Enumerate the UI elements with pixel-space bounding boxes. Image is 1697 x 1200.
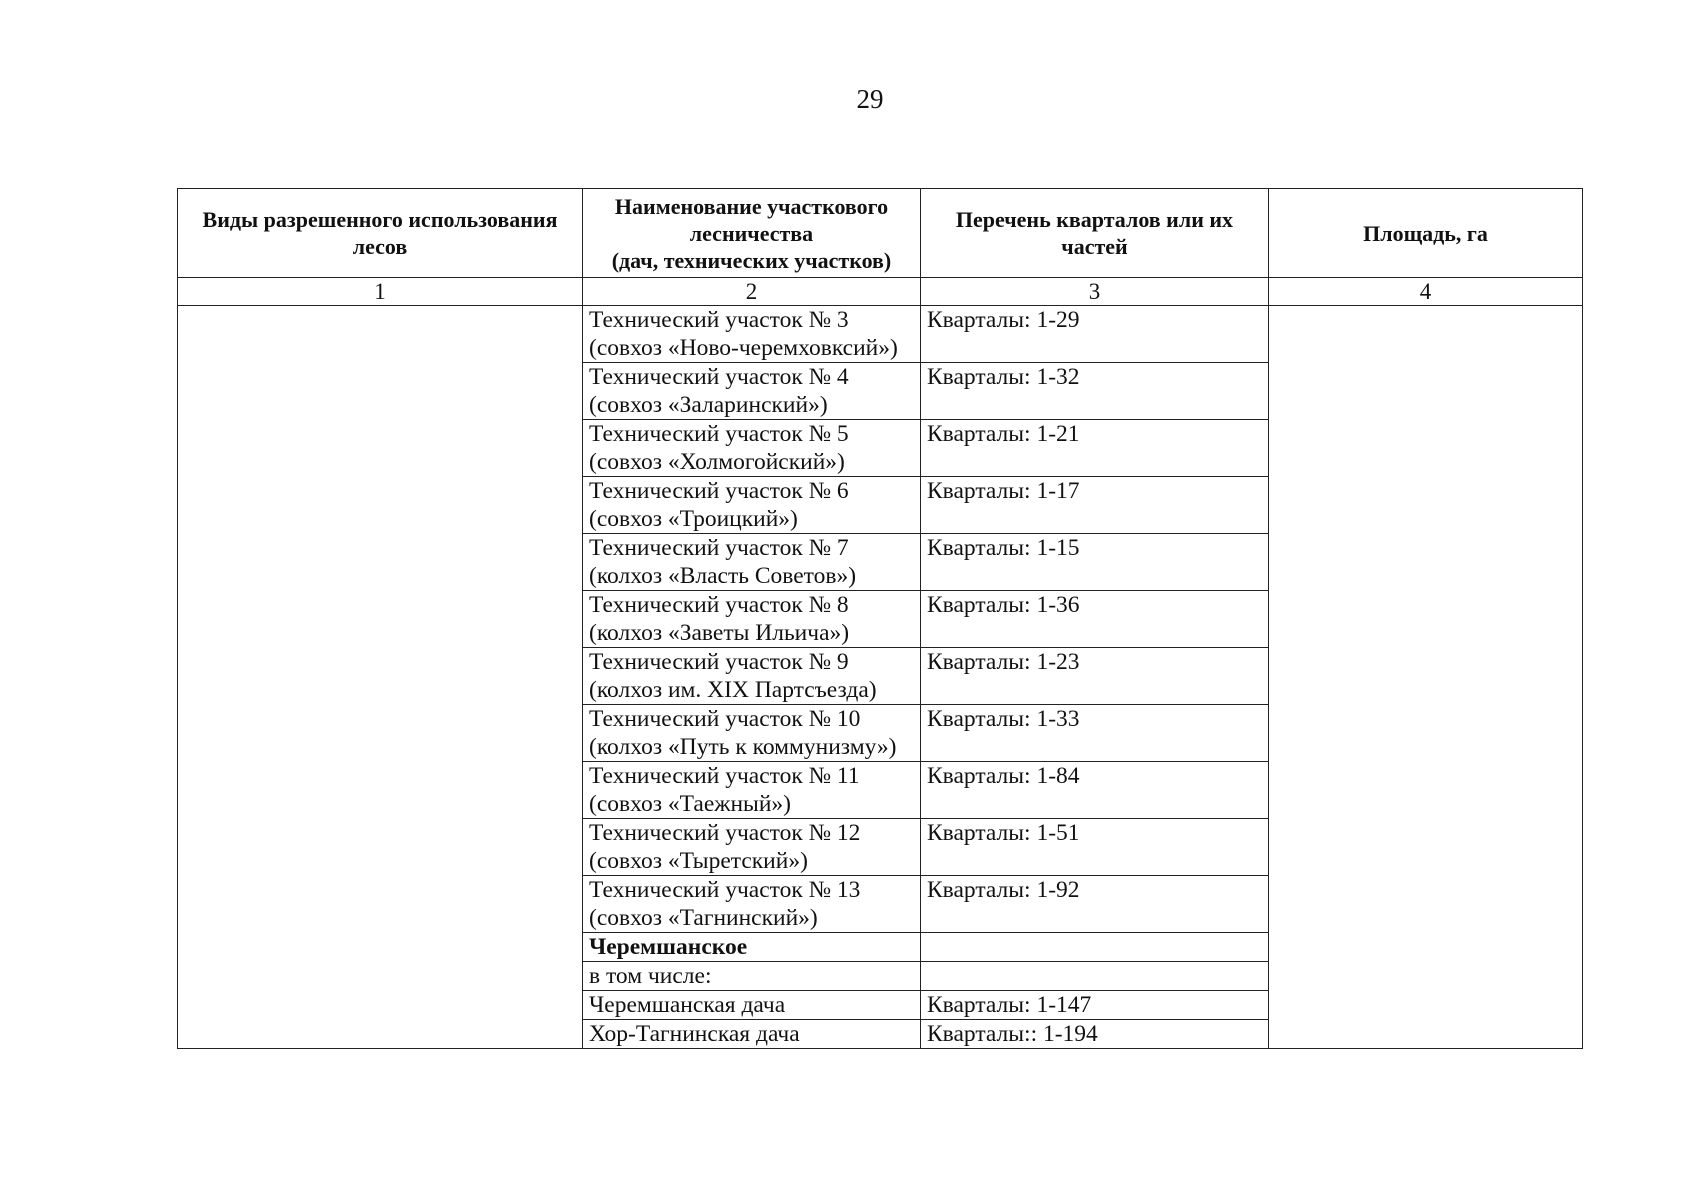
farm-name: (совхоз «Тагнинский»): [589, 905, 818, 931]
header-line: (дач, технических участков): [611, 247, 892, 273]
quarters-cell: Кварталы: 1-29: [921, 306, 1269, 363]
site-name: Технический участок № 4: [589, 364, 849, 390]
forestry-name-cell: [583, 477, 921, 534]
quarters-cell: Кварталы: 1-32: [921, 363, 1269, 420]
farm-name: (совхоз «Ново-черемховксий»): [589, 335, 898, 361]
farm-name: (совхоз «Холмогойский»): [589, 449, 845, 475]
farm-name: (совхоз «Троицкий»): [589, 506, 798, 532]
permitted-use-cell: [178, 306, 583, 1049]
site-name: Технический участок № 7: [589, 535, 849, 561]
header-line: лесов: [352, 234, 408, 259]
header-line: Перечень кварталов или их: [955, 207, 1234, 232]
header-line: Площадь, га: [1363, 220, 1488, 246]
forestry-name-cell: [583, 420, 921, 477]
quarters-cell: Кварталы: 1-21: [921, 420, 1269, 477]
header-line: Наименование участкового: [614, 193, 889, 219]
forestry-name-cell: Хор-Тагнинская дача: [583, 1020, 921, 1049]
area-cell: [1269, 306, 1583, 1049]
quarters-cell: Кварталы: 1-92: [921, 876, 1269, 933]
quarters-cell: Кварталы:: 1-194: [921, 1020, 1269, 1049]
site-name: Технический участок № 13: [589, 877, 861, 903]
column-number-row: [178, 278, 1583, 306]
section-title: Черемшанское: [583, 933, 921, 962]
site-name: Технический участок № 10: [589, 706, 861, 732]
quarters-cell: Кварталы: 1-84: [921, 762, 1269, 819]
quarters-cell: Кварталы: 1-33: [921, 705, 1269, 762]
forestry-name-cell: [583, 306, 921, 363]
farm-name: (колхоз «Заветы Ильича»): [589, 620, 850, 646]
header-line: частей: [1061, 234, 1128, 259]
farm-name: (колхоз им. XIX Партсъезда): [589, 677, 877, 703]
quarters-cell: [921, 962, 1269, 991]
table-row: [178, 306, 1583, 363]
header-quarters-list: [921, 189, 1269, 278]
forestry-name-cell: [583, 819, 921, 876]
forestry-name-cell: [583, 705, 921, 762]
page-number: 29: [856, 84, 884, 114]
header-forestry-name: [583, 189, 921, 278]
header-line: Виды разрешенного использования: [202, 207, 558, 232]
farm-name: (колхоз «Власть Советов»): [589, 563, 857, 589]
forest-use-table: [177, 188, 1583, 1049]
quarters-cell: Кварталы: 1-36: [921, 591, 1269, 648]
quarters-cell: Кварталы: 1-147: [921, 991, 1269, 1020]
header-line: лесничества: [689, 220, 814, 246]
forestry-name-cell: [583, 876, 921, 933]
column-number: 4: [1269, 278, 1583, 306]
site-name: Технический участок № 9: [589, 649, 849, 675]
header-row: [178, 189, 1583, 278]
site-name: Технический участок № 12: [589, 820, 861, 846]
forestry-name-cell: [583, 591, 921, 648]
quarters-cell: Кварталы: 1-15: [921, 534, 1269, 591]
site-name: Технический участок № 11: [589, 763, 860, 789]
column-number: 2: [583, 278, 921, 306]
section-subtitle: в том числе:: [583, 962, 921, 991]
header-area: [1269, 189, 1583, 278]
site-name: Технический участок № 8: [589, 592, 849, 618]
forestry-name-cell: [583, 534, 921, 591]
site-name: Технический участок № 5: [589, 421, 849, 447]
quarters-cell: [921, 933, 1269, 962]
quarters-cell: Кварталы: 1-17: [921, 477, 1269, 534]
site-name: Технический участок № 3: [589, 307, 849, 333]
farm-name: (совхоз «Заларинский»): [589, 392, 828, 418]
forestry-name-cell: [583, 648, 921, 705]
quarters-cell: Кварталы: 1-51: [921, 819, 1269, 876]
site-name: Технический участок № 6: [589, 478, 849, 504]
column-number: 1: [178, 278, 583, 306]
column-number: 3: [921, 278, 1269, 306]
header-permitted-use: [178, 189, 583, 278]
forestry-name-cell: [583, 762, 921, 819]
farm-name: (совхоз «Тыретский»): [589, 848, 808, 874]
farm-name: (колхоз «Путь к коммунизму»): [589, 734, 897, 760]
forestry-name-cell: [583, 363, 921, 420]
quarters-cell: Кварталы: 1-23: [921, 648, 1269, 705]
forestry-name-cell: Черемшанская дача: [583, 991, 921, 1020]
farm-name: (совхоз «Таежный»): [589, 791, 791, 817]
